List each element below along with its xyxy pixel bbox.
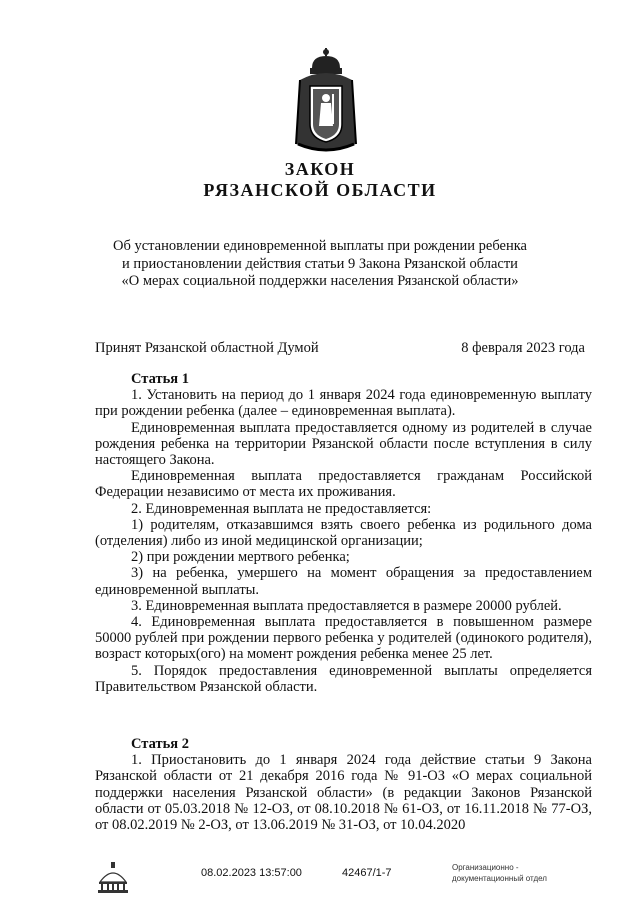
article-1-heading: Статья 1 bbox=[131, 371, 189, 387]
article-paragraph: 2) при рождении мертвого ребенка; bbox=[131, 549, 350, 566]
article-paragraph: 3) на ребенка, умершего на момент обращения за предоставлением единовременной выплаты. bbox=[95, 565, 592, 598]
article-paragraph: 1. Установить на период до 1 января 2024 года единовременную выплату при рождении ребенка (далее – единовременная выплата). bbox=[95, 387, 592, 420]
adopted-by: Принят Рязанской областной Думой bbox=[95, 340, 319, 356]
issuer-title: РЯЗАНСКОЙ ОБЛАСТИ bbox=[203, 180, 437, 200]
article-2-heading: Статья 2 bbox=[131, 736, 189, 752]
crown-icon bbox=[310, 48, 342, 74]
article-paragraph: 1) родителям, отказавшимся взять своего ребенка из родильного дома (отделения) либо из иной медицинской организации; bbox=[95, 516, 592, 550]
subject-line: Об установлении единовременной выплаты при рождении ребенка bbox=[113, 238, 527, 254]
document-footer bbox=[0, 858, 640, 905]
adoption-row bbox=[95, 340, 585, 357]
print-timestamp: 08.02.2023 13:57:00 bbox=[201, 867, 302, 879]
department-line: Организационно - bbox=[452, 863, 519, 872]
article-paragraph: Единовременная выплата предоставляется гражданам Российской Федерации независимо от места их проживания. bbox=[95, 468, 592, 501]
law-subject bbox=[0, 238, 640, 291]
document-type-title: ЗАКОН bbox=[284, 159, 356, 179]
subject-line: и приостановлении действия статьи 9 Закона Рязанской области bbox=[122, 255, 518, 272]
article-paragraph: 3. Единовременная выплата предоставляется в размере 20000 рублей. bbox=[131, 597, 562, 614]
adoption-date: 8 февраля 2023 года bbox=[461, 340, 585, 356]
article-paragraph: 5. Порядок предоставления единовременной выплаты определяется Правительством Рязанской области. bbox=[95, 662, 592, 695]
subject-line: «О мерах социальной поддержки населения Рязанской области» bbox=[121, 273, 519, 289]
department-label bbox=[452, 862, 547, 884]
article-paragraph: 4. Единовременная выплата предоставляется в повышенном размере 50000 рублей при рождении первого ребенка у родителей (одинокого родителя), возраст которых(ого) на момент рождения ребенка менее 25 лет. bbox=[95, 614, 592, 663]
article-paragraph: Единовременная выплата предоставляется одному из родителей в случае рождения ребенка на территории Рязанской области после вступления в силу настоящего Закона. bbox=[95, 419, 592, 469]
department-line: документационный отдел bbox=[452, 874, 547, 883]
duma-building-logo-icon bbox=[96, 860, 130, 896]
article-2 bbox=[95, 736, 592, 833]
registration-number: 42467/1-7 bbox=[342, 867, 392, 879]
article-1 bbox=[95, 371, 592, 695]
ryazan-coat-of-arms-icon bbox=[290, 46, 362, 158]
article-paragraph: 2. Единовременная выплата не предоставляется: bbox=[131, 500, 432, 517]
article-paragraph: 1. Приостановить до 1 января 2024 года действие статьи 9 Закона Рязанской области от 21 декабря 2016 года № 91-ОЗ «О мерах социальной поддержки населения Рязанской области» (в редакции Законов Рязанской области от 05.03.2018 № 12-ОЗ, от 08.10.2018 № 61-ОЗ, от 16.11.2018 № 77-ОЗ, от 08.02.2019 № 2-ОЗ, от 13.06.2019 № 31-ОЗ, от 10.04.2020 bbox=[95, 752, 592, 834]
